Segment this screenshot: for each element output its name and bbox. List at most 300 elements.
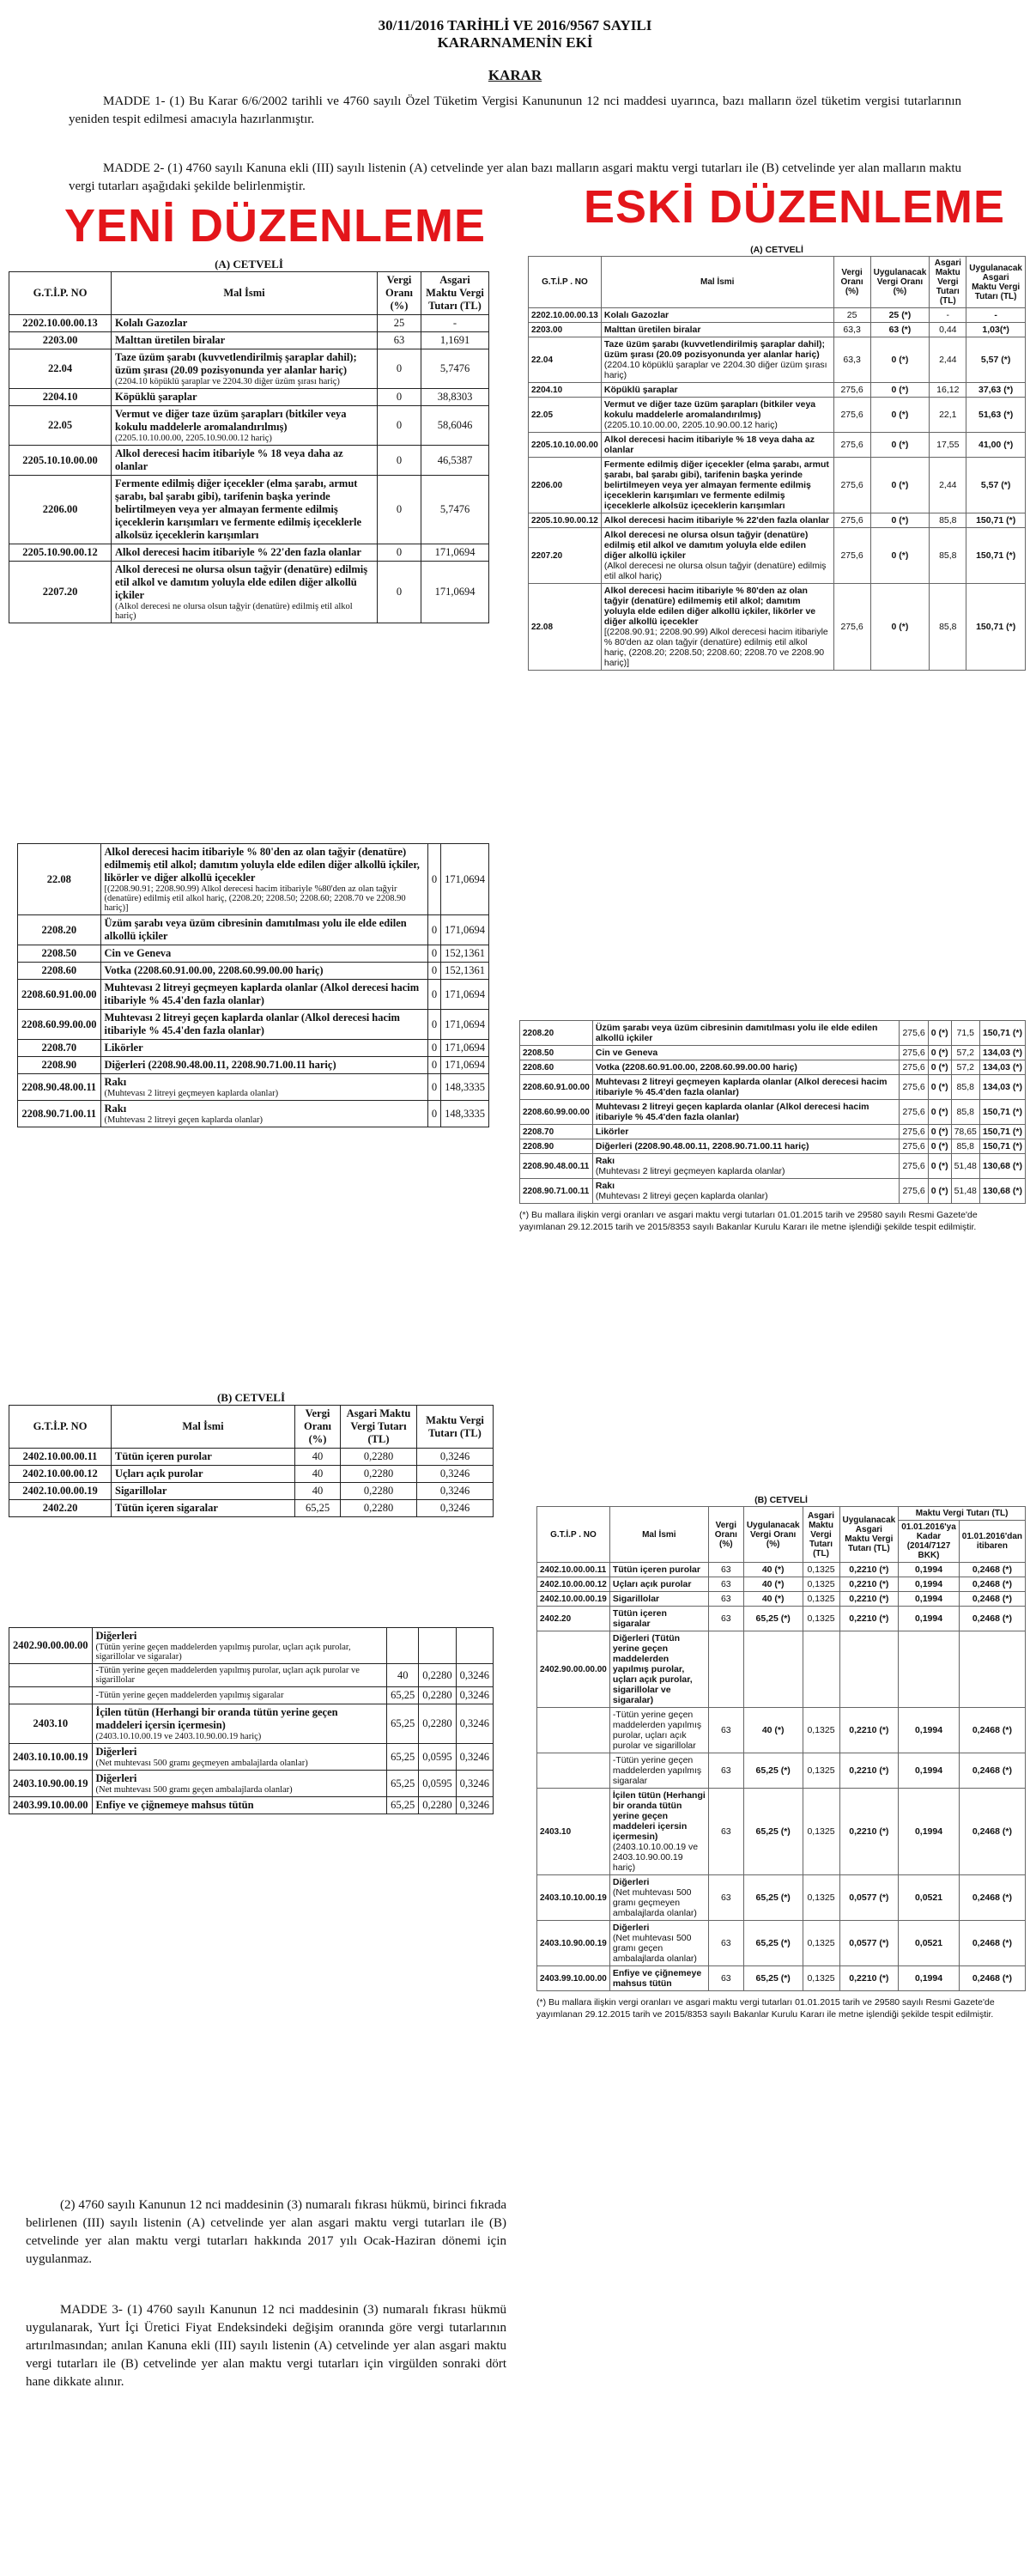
applied-tax-rate: 40 (*) bbox=[743, 1592, 803, 1607]
tax-rate bbox=[387, 1628, 419, 1664]
item-name: Diğerleri bbox=[612, 1877, 650, 1887]
item-note: -Tütün yerine geçen maddelerden yapılmış purolar, uçları açık purolar ve sigarillolar bbox=[612, 1710, 702, 1751]
item-name-cell bbox=[112, 406, 378, 446]
column-header: Asgari Maktu Vergi Tutarı (TL) bbox=[803, 1507, 839, 1563]
tax-rate: 40 bbox=[295, 1449, 341, 1466]
column-header: Asgari Maktu Vergi Tutarı (TL) bbox=[421, 272, 489, 315]
min-specific-tax: 85,8 bbox=[951, 1139, 979, 1154]
tax-rate: 275,6 bbox=[900, 1154, 928, 1179]
table-row bbox=[537, 1966, 1026, 1991]
tax-rate: 275,6 bbox=[833, 584, 870, 671]
gtip-code: 2208.60 bbox=[18, 963, 101, 980]
old-b-caption: (B) CETVELİ bbox=[754, 1495, 808, 1505]
table-row bbox=[529, 433, 1026, 458]
min-specific-tax: 0,1325 bbox=[803, 1592, 839, 1607]
item-note: (2204.10 köpüklü şaraplar ve 2204.30 diğer üzüm şırası hariç) bbox=[115, 377, 340, 386]
table-row bbox=[9, 446, 489, 476]
new-a-table bbox=[9, 271, 489, 623]
gtip-code: 2207.20 bbox=[529, 528, 602, 584]
tax-rate: 25 bbox=[833, 308, 870, 323]
table-row bbox=[520, 1139, 1026, 1154]
applied-min-specific-tax: 134,03 (*) bbox=[979, 1046, 1025, 1060]
item-name: Üzüm şarabı veya üzüm cibresinin damıtılması yolu ile elde edilen alkollü içkiler bbox=[595, 1023, 878, 1043]
specific-tax bbox=[456, 1628, 493, 1664]
table-row bbox=[520, 1060, 1026, 1075]
applied-min-specific-tax: 0,2210 (*) bbox=[839, 1789, 899, 1875]
min-specific-tax: 0,2280 bbox=[419, 1704, 456, 1744]
tax-rate: 275,6 bbox=[833, 513, 870, 528]
table-row bbox=[9, 1466, 494, 1483]
gtip-code: 2208.60.99.00.00 bbox=[18, 1010, 101, 1040]
item-name-cell bbox=[609, 1966, 708, 1991]
column-header: Maktu Vergi Tutarı (TL) bbox=[417, 1406, 494, 1449]
specific-tax-from-2016: 0,2468 (*) bbox=[959, 1966, 1025, 1991]
item-note: (2403.10.10.00.19 ve 2403.10.90.00.19 hariç) bbox=[612, 1842, 699, 1873]
column-header: G.T.İ.P . NO bbox=[529, 257, 602, 308]
min-specific-tax: 152,1361 bbox=[441, 945, 489, 963]
gtip-code: 2208.60.99.00.00 bbox=[520, 1100, 593, 1125]
applied-min-specific-tax: 5,57 (*) bbox=[966, 458, 1026, 513]
table-row bbox=[537, 1631, 1026, 1708]
item-name-cell bbox=[609, 1708, 708, 1753]
tax-rate: 275,6 bbox=[900, 1060, 928, 1075]
table-row bbox=[9, 349, 489, 389]
tax-rate: 40 bbox=[295, 1483, 341, 1500]
table-row bbox=[18, 980, 489, 1010]
specific-tax-until-2016: 0,1994 bbox=[899, 1607, 960, 1631]
applied-tax-rate: 63 (*) bbox=[870, 323, 930, 337]
min-specific-tax: 2,44 bbox=[930, 337, 966, 383]
tax-rate: 0 bbox=[427, 915, 440, 945]
applied-min-specific-tax: 0,2210 (*) bbox=[839, 1753, 899, 1789]
specific-tax-until-2016: 0,1994 bbox=[899, 1708, 960, 1753]
item-name-cell bbox=[601, 308, 833, 323]
gtip-code: 22.08 bbox=[18, 844, 101, 915]
table-row bbox=[18, 1074, 489, 1101]
item-name-cell bbox=[92, 1771, 387, 1797]
table-row bbox=[537, 1607, 1026, 1631]
column-header: Uygulanacak Asgari Maktu Vergi Tutarı (TL) bbox=[839, 1507, 899, 1563]
old-b-footnote: (*) Bu mallara ilişkin vergi oranları ve asgari maktu vergi tutarları 01.01.2015 tarih ve 29580 sayılı Resmi Gazete'de yayımlanan 29.12.2015 tarih ve 2015/8353 sayılı Bakanlar Kurulu Kararı ile metne işlendiği şekilde tespit edilmiştir. bbox=[536, 1997, 995, 2020]
item-name-cell bbox=[601, 528, 833, 584]
table-row bbox=[9, 315, 489, 332]
item-name-cell bbox=[592, 1179, 900, 1204]
madde-1-text: MADDE 1- (1) Bu Karar 6/6/2002 tarihli ve 4760 sayılı Özel Tüketim Vergisi Kanununun 12 nci maddesi uyarınca, bazı malların özel tüketim vergisi tutarlarının yeniden tespit edilmesi amacıyla hazırlanmıştır. bbox=[69, 94, 961, 126]
new-regulation-banner: YENİ DÜZENLEME bbox=[64, 200, 487, 252]
column-header: Uygulanacak Asgari Maktu Vergi Tutarı (TL) bbox=[966, 257, 1026, 308]
tax-rate: 63 bbox=[378, 332, 421, 349]
min-specific-tax: 171,0694 bbox=[441, 1010, 489, 1040]
item-name: Kolalı Gazozlar bbox=[115, 317, 188, 329]
item-name: Fermente edilmiş diğer içecekler (elma şarabı, armut şarabı, bal şarabı gibi), tarifenin başka yerinde belirtilmeyen veya yer almayan fermente edilmiş içeceklerin karışımları ve fermente edilmiş içeceklerle alkolsüz içeceklerin karışımları bbox=[603, 459, 829, 511]
table-row bbox=[18, 915, 489, 945]
gtip-code: 2402.10.00.00.11 bbox=[9, 1449, 112, 1466]
tax-rate: 0 bbox=[427, 1040, 440, 1057]
specific-tax: 0,3246 bbox=[456, 1771, 493, 1797]
item-name: Alkol derecesi ne olursa olsun tağyir (denatüre) edilmiş etil alkol ve damıtım yoluyla elde edilen diğer alkollü içkiler bbox=[115, 563, 368, 601]
item-note: (Alkol derecesi ne olursa olsun tağyir (denatüre) edilmiş etil alkol hariç) bbox=[603, 561, 827, 581]
applied-min-specific-tax: 150,71 (*) bbox=[979, 1139, 1025, 1154]
item-name-cell bbox=[609, 1921, 708, 1966]
item-name: Üzüm şarabı veya üzüm cibresinin damıtılması yolu ile elde edilen alkollü içkiler bbox=[104, 917, 407, 942]
gtip-code: 2202.10.00.00.13 bbox=[9, 315, 112, 332]
gtip-code bbox=[9, 1664, 93, 1687]
item-name: Enfiye ve çiğnemeye mahsus tütün bbox=[95, 1799, 254, 1811]
item-name: Vermut ve diğer taze üzüm şarapları (bitkiler veya kokulu maddelerle aromalandırılmış) bbox=[115, 408, 347, 433]
item-name-cell bbox=[100, 963, 427, 980]
table-row bbox=[9, 544, 489, 562]
item-name: Malttan üretilen biralar bbox=[115, 334, 226, 346]
specific-tax-until-2016: 0,1994 bbox=[899, 1563, 960, 1577]
gtip-code: 2402.10.00.00.12 bbox=[537, 1577, 610, 1592]
gtip-code: 2204.10 bbox=[9, 389, 112, 406]
madde-3-text: MADDE 3- (1) 4760 sayılı Kanunun 12 nci maddesinin (3) numaralı fıkrası hükmü uygulanarak, Yurt İçi Üretici Fiyat Endeksindeki değişim oranında göre vergi tutarlarının artırılmasından; anılan Kanuna ekli (III) sayılı listenin (A) cetvelinde yer alan asgari maktu vergi tutarları ile (B) cetvelinde yer alan maktu vergi tutarları için virgülden sonraki dört hane dikkate alınır. bbox=[26, 2303, 506, 2389]
applied-tax-rate: 0 (*) bbox=[928, 1060, 951, 1075]
item-name-cell bbox=[601, 337, 833, 383]
tax-rate: 275,6 bbox=[833, 528, 870, 584]
applied-min-specific-tax: 5,57 (*) bbox=[966, 337, 1026, 383]
applied-min-specific-tax: 0,0577 (*) bbox=[839, 1875, 899, 1921]
item-name-cell bbox=[609, 1753, 708, 1789]
tax-rate: 63 bbox=[708, 1708, 743, 1753]
min-specific-tax: 85,8 bbox=[930, 513, 966, 528]
specific-tax: 0,3246 bbox=[417, 1483, 494, 1500]
applied-min-specific-tax: 130,68 (*) bbox=[979, 1154, 1025, 1179]
min-specific-tax bbox=[419, 1628, 456, 1664]
old-a-caption: (A) CETVELİ bbox=[750, 245, 803, 255]
specific-tax: 0,3246 bbox=[456, 1687, 493, 1704]
applied-tax-rate: 65,25 (*) bbox=[743, 1966, 803, 1991]
min-specific-tax: 0,2280 bbox=[341, 1500, 417, 1517]
table-row bbox=[9, 1797, 494, 1814]
applied-tax-rate: 0 (*) bbox=[870, 513, 930, 528]
column-header: Asgari Maktu Vergi Tutarı (TL) bbox=[341, 1406, 417, 1449]
applied-min-specific-tax: 41,00 (*) bbox=[966, 433, 1026, 458]
old-a-table bbox=[528, 256, 1026, 671]
tax-rate: 65,25 bbox=[387, 1687, 419, 1704]
min-specific-tax: 0,1325 bbox=[803, 1966, 839, 1991]
item-name: Diğerleri (2208.90.48.00.11, 2208.90.71.00.11 hariç) bbox=[104, 1059, 336, 1071]
min-specific-tax: 0,2280 bbox=[341, 1466, 417, 1483]
item-name: Köpüklü şaraplar bbox=[603, 385, 678, 395]
item-name-cell bbox=[100, 844, 427, 915]
item-name: Sigarillolar bbox=[612, 1594, 660, 1604]
applied-min-specific-tax: 150,71 (*) bbox=[966, 513, 1026, 528]
item-name: Taze üzüm şarabı (kuvvetlendirilmiş şaraplar dahil); üzüm şırası (20.09 pozisyonunda yer alanlar hariç) bbox=[603, 339, 825, 360]
applied-min-specific-tax: 1,03(*) bbox=[966, 323, 1026, 337]
specific-tax: 0,3246 bbox=[417, 1500, 494, 1517]
min-specific-tax: 58,6046 bbox=[421, 406, 489, 446]
table-row bbox=[520, 1046, 1026, 1060]
gtip-code bbox=[9, 1687, 93, 1704]
min-specific-tax: 57,2 bbox=[951, 1060, 979, 1075]
item-name-cell bbox=[112, 544, 378, 562]
table-row bbox=[18, 844, 489, 915]
min-specific-tax: 5,7476 bbox=[421, 349, 489, 389]
tax-rate: 275,6 bbox=[833, 433, 870, 458]
tax-rate: 0 bbox=[427, 1010, 440, 1040]
gtip-code: 2205.10.10.00.00 bbox=[529, 433, 602, 458]
item-name: Rakı bbox=[595, 1156, 615, 1166]
tax-rate: 65,25 bbox=[387, 1744, 419, 1771]
table-row bbox=[9, 1704, 494, 1744]
applied-tax-rate: 0 (*) bbox=[870, 337, 930, 383]
item-name: Likörler bbox=[595, 1127, 629, 1137]
item-name: Tütün içeren purolar bbox=[115, 1450, 212, 1462]
applied-tax-rate: 40 (*) bbox=[743, 1708, 803, 1753]
applied-min-specific-tax: 51,63 (*) bbox=[966, 398, 1026, 433]
item-name: Diğerleri bbox=[612, 1923, 650, 1933]
madde-2-para-2: (2) 4760 sayılı Kanunun 12 nci maddesinin (3) numaralı fıkrası hükmü, birinci fıkrada belirlenen (III) sayılı listenin (A) cetvelinde yer alan asgari maktu vergi tutarları ile (B) cetvelinde yer alan maktu vergi tutarları hakkında 2017 yılı Ocak-Haziran dönemi için uygulanmaz. bbox=[26, 2198, 506, 2266]
min-specific-tax: 85,8 bbox=[930, 584, 966, 671]
min-specific-tax: - bbox=[930, 308, 966, 323]
gtip-code: 2205.10.90.00.12 bbox=[9, 544, 112, 562]
gtip-code: 2206.00 bbox=[529, 458, 602, 513]
item-name: Diğerleri bbox=[95, 1630, 137, 1642]
gtip-code: 2402.20 bbox=[537, 1607, 610, 1631]
new-a-caption: (A) CETVELİ bbox=[215, 258, 283, 270]
min-specific-tax: 85,8 bbox=[951, 1075, 979, 1100]
specific-tax-from-2016: 0,2468 (*) bbox=[959, 1592, 1025, 1607]
item-name-cell bbox=[100, 915, 427, 945]
tax-rate: 65,25 bbox=[387, 1797, 419, 1814]
table-row bbox=[529, 458, 1026, 513]
gtip-code: 2403.10.90.00.19 bbox=[537, 1921, 610, 1966]
header-row bbox=[529, 257, 1026, 308]
item-name: Kolalı Gazozlar bbox=[603, 310, 670, 320]
new-a2-table-container bbox=[17, 843, 489, 1127]
applied-min-specific-tax: 0,2210 (*) bbox=[839, 1577, 899, 1592]
applied-tax-rate: 0 (*) bbox=[928, 1021, 951, 1046]
item-name: Enfiye ve çiğnemeye mahsus tütün bbox=[612, 1968, 702, 1989]
gtip-code: 22.08 bbox=[529, 584, 602, 671]
specific-tax-from-2016: 0,2468 (*) bbox=[959, 1921, 1025, 1966]
gtip-code: 2205.10.90.00.12 bbox=[529, 513, 602, 528]
applied-min-specific-tax: 130,68 (*) bbox=[979, 1179, 1025, 1204]
specific-tax-until-2016: 0,0521 bbox=[899, 1921, 960, 1966]
item-note: (Muhtevası 2 litreyi geçmeyen kaplarda olanlar) bbox=[104, 1089, 279, 1098]
applied-min-specific-tax: 134,03 (*) bbox=[979, 1075, 1025, 1100]
item-note: (Tütün yerine geçen maddelerden yapılmış purolar, uçları açık purolar, sigarillolar ve sigaralar) bbox=[95, 1643, 351, 1662]
column-header: Vergi Oranı (%) bbox=[708, 1507, 743, 1563]
applied-tax-rate: 0 (*) bbox=[870, 458, 930, 513]
item-name-cell bbox=[112, 1483, 295, 1500]
specific-tax-from-2016 bbox=[959, 1631, 1025, 1708]
table-row bbox=[537, 1563, 1026, 1577]
item-note: -Tütün yerine geçen maddelerden yapılmış sigaralar bbox=[612, 1755, 702, 1786]
min-specific-tax: 0,1325 bbox=[803, 1607, 839, 1631]
item-name: Tütün içeren purolar bbox=[612, 1564, 700, 1575]
gtip-code: 2208.50 bbox=[520, 1046, 593, 1060]
min-specific-tax: 171,0694 bbox=[421, 562, 489, 623]
tax-rate: 0 bbox=[378, 544, 421, 562]
item-name: Alkol derecesi hacim itibariyle % 80'den az olan tağyir (denatüre) edilmemiş etil alkol; damıtım yoluyla elde edilen diğer alkollü içkiler, likörler ve diğer alkollü içecekler bbox=[104, 846, 420, 884]
old-b-table bbox=[536, 1506, 1026, 1991]
gtip-code: 2208.70 bbox=[18, 1040, 101, 1057]
tax-rate: 275,6 bbox=[900, 1100, 928, 1125]
item-name-cell bbox=[601, 398, 833, 433]
tax-rate: 63 bbox=[708, 1875, 743, 1921]
applied-min-specific-tax: 150,71 (*) bbox=[979, 1100, 1025, 1125]
new-b-caption: (B) CETVELİ bbox=[216, 1391, 286, 1404]
applied-tax-rate: 40 (*) bbox=[743, 1577, 803, 1592]
item-name-cell bbox=[592, 1139, 900, 1154]
item-note: (Net muhtevası 500 gramı geçen ambalajlarda olanlar) bbox=[95, 1785, 293, 1795]
item-name: İçilen tütün (Herhangi bir oranda tütün yerine geçen maddeleri içersin içermesin) bbox=[612, 1790, 706, 1842]
item-name-cell bbox=[92, 1664, 387, 1687]
item-name: Diğerleri (2208.90.48.00.11, 2208.90.71.00.11 hariç) bbox=[595, 1141, 809, 1151]
tax-rate: 275,6 bbox=[833, 458, 870, 513]
applied-tax-rate: 65,25 (*) bbox=[743, 1789, 803, 1875]
gtip-code: 2208.60.91.00.00 bbox=[18, 980, 101, 1010]
tax-rate: 0 bbox=[427, 1101, 440, 1127]
item-name-cell bbox=[592, 1046, 900, 1060]
item-name-cell bbox=[609, 1592, 708, 1607]
tax-rate: 275,6 bbox=[900, 1046, 928, 1060]
min-specific-tax: 85,8 bbox=[951, 1100, 979, 1125]
table-row bbox=[529, 337, 1026, 383]
min-specific-tax: 1,1691 bbox=[421, 332, 489, 349]
gtip-code: 2403.10 bbox=[537, 1789, 610, 1875]
column-header: Vergi Oranı (%) bbox=[295, 1406, 341, 1449]
min-specific-tax: 0,2280 bbox=[341, 1483, 417, 1500]
min-specific-tax: 152,1361 bbox=[441, 963, 489, 980]
gtip-code bbox=[537, 1708, 610, 1753]
gtip-code: 22.05 bbox=[9, 406, 112, 446]
gtip-code: 2203.00 bbox=[529, 323, 602, 337]
item-name: Alkol derecesi hacim itibariyle % 22'den fazla olanlar bbox=[603, 515, 830, 526]
min-specific-tax: 0,2280 bbox=[419, 1687, 456, 1704]
specific-tax-until-2016: 0,1994 bbox=[899, 1966, 960, 1991]
min-specific-tax: 171,0694 bbox=[441, 915, 489, 945]
item-name: Diğerleri (Tütün yerine geçen maddelerden yapılmış purolar, uçları açık purolar, sigarillolar ve sigaralar) bbox=[612, 1633, 693, 1705]
item-name-cell bbox=[609, 1875, 708, 1921]
gtip-code: 2403.10.10.00.19 bbox=[9, 1744, 93, 1771]
table-row bbox=[18, 1040, 489, 1057]
table-row bbox=[520, 1021, 1026, 1046]
tax-rate: 275,6 bbox=[900, 1139, 928, 1154]
table-row bbox=[537, 1753, 1026, 1789]
old-a-table-container bbox=[528, 244, 1026, 671]
item-name: Fermente edilmiş diğer içecekler (elma şarabı, armut şarabı, bal şarabı gibi), tarifenin başka yerinde belirtilmeyen veya yer almayan fermente edilmiş içeceklerin karışımları ve fermente edilmiş içeceklerle alkolsüz içeceklerin karışımları bbox=[115, 477, 362, 541]
table-row bbox=[537, 1921, 1026, 1966]
gtip-code: 2208.20 bbox=[520, 1021, 593, 1046]
item-name: Muhtevası 2 litreyi geçmeyen kaplarda olanlar (Alkol derecesi hacim itibariyle % 45.4'den fazla olanlar) bbox=[104, 981, 420, 1006]
table-row bbox=[18, 1057, 489, 1074]
item-name-cell bbox=[601, 584, 833, 671]
table-row bbox=[9, 1483, 494, 1500]
item-name-cell bbox=[609, 1563, 708, 1577]
applied-tax-rate: 0 (*) bbox=[870, 398, 930, 433]
item-name-cell bbox=[609, 1577, 708, 1592]
gtip-code: 2208.90.48.00.11 bbox=[18, 1074, 101, 1101]
applied-tax-rate: 0 (*) bbox=[928, 1139, 951, 1154]
table-row bbox=[537, 1577, 1026, 1592]
table-row bbox=[18, 945, 489, 963]
applied-min-specific-tax: 0,2210 (*) bbox=[839, 1708, 899, 1753]
item-name: Rakı bbox=[595, 1181, 615, 1191]
min-specific-tax: 171,0694 bbox=[421, 544, 489, 562]
tax-rate: 40 bbox=[387, 1664, 419, 1687]
tax-rate: 275,6 bbox=[900, 1021, 928, 1046]
gtip-code: 2402.10.00.00.12 bbox=[9, 1466, 112, 1483]
min-specific-tax: 171,0694 bbox=[441, 980, 489, 1010]
table-row bbox=[18, 1010, 489, 1040]
specific-tax: 0,3246 bbox=[456, 1797, 493, 1814]
table-row bbox=[9, 332, 489, 349]
new-b-table-container bbox=[9, 1391, 494, 1517]
specific-tax: 0,3246 bbox=[417, 1466, 494, 1483]
item-name-cell bbox=[100, 945, 427, 963]
item-name-cell bbox=[92, 1628, 387, 1664]
min-specific-tax: 0,1325 bbox=[803, 1708, 839, 1753]
item-name-cell bbox=[92, 1797, 387, 1814]
item-name-cell bbox=[112, 476, 378, 544]
specific-tax: 0,3246 bbox=[456, 1664, 493, 1687]
tax-rate: 0 bbox=[378, 389, 421, 406]
column-header: Vergi Oranı (%) bbox=[833, 257, 870, 308]
applied-tax-rate: 65,25 (*) bbox=[743, 1875, 803, 1921]
applied-tax-rate: 65,25 (*) bbox=[743, 1921, 803, 1966]
specific-tax-from-2016: 0,2468 (*) bbox=[959, 1607, 1025, 1631]
item-name: Tütün içeren sigaralar bbox=[115, 1502, 218, 1514]
item-name: Diğerleri bbox=[95, 1746, 137, 1758]
gtip-code: 2208.60 bbox=[520, 1060, 593, 1075]
specific-tax-until-2016: 0,1994 bbox=[899, 1577, 960, 1592]
header-row bbox=[9, 272, 489, 315]
gtip-code: 2402.10.00.00.19 bbox=[537, 1592, 610, 1607]
tax-rate: 275,6 bbox=[833, 383, 870, 398]
specific-tax: 0,3246 bbox=[417, 1449, 494, 1466]
document-header-line1: 30/11/2016 TARİHLİ VE 2016/9567 SAYILI bbox=[378, 17, 652, 33]
specific-tax-until-2016 bbox=[899, 1631, 960, 1708]
item-name-cell bbox=[592, 1021, 900, 1046]
applied-tax-rate: 0 (*) bbox=[870, 528, 930, 584]
applied-tax-rate: 0 (*) bbox=[870, 584, 930, 671]
tax-rate: 63 bbox=[708, 1789, 743, 1875]
table-row bbox=[520, 1154, 1026, 1179]
specific-tax-until-2016: 0,1994 bbox=[899, 1789, 960, 1875]
tax-rate: 275,6 bbox=[900, 1125, 928, 1139]
min-specific-tax: 0,0595 bbox=[419, 1771, 456, 1797]
specific-tax: 0,3246 bbox=[456, 1744, 493, 1771]
item-name: Alkol derecesi ne olursa olsun tağyir (denatüre) edilmiş etil alkol ve damıtım yoluyla elde edilen diğer alkollü içkiler bbox=[603, 530, 809, 561]
item-note: (Muhtevası 2 litreyi geçen kaplarda olanlar) bbox=[595, 1191, 768, 1201]
table-row bbox=[537, 1789, 1026, 1875]
column-header: Asgari Maktu Vergi Tutarı (TL) bbox=[930, 257, 966, 308]
min-specific-tax: 2,44 bbox=[930, 458, 966, 513]
applied-tax-rate: 25 (*) bbox=[870, 308, 930, 323]
item-name: Malttan üretilen biralar bbox=[603, 325, 701, 335]
gtip-code: 2403.10.90.00.19 bbox=[9, 1771, 93, 1797]
table-row bbox=[9, 1664, 494, 1687]
table-row bbox=[9, 562, 489, 623]
tax-rate: 0 bbox=[378, 406, 421, 446]
min-specific-tax: - bbox=[421, 315, 489, 332]
table-row bbox=[520, 1179, 1026, 1204]
gtip-code: 2403.99.10.00.00 bbox=[9, 1797, 93, 1814]
new-b2-table-container bbox=[9, 1627, 494, 1814]
gtip-code: 2208.90 bbox=[520, 1139, 593, 1154]
item-name: Sigarillolar bbox=[115, 1485, 167, 1497]
gtip-code: 2208.70 bbox=[520, 1125, 593, 1139]
min-specific-tax: 148,3335 bbox=[441, 1101, 489, 1127]
applied-tax-rate: 65,25 (*) bbox=[743, 1607, 803, 1631]
specific-tax-until-2016: 0,0521 bbox=[899, 1875, 960, 1921]
item-note: (2403.10.10.00.19 ve 2403.10.90.00.19 hariç) bbox=[95, 1732, 262, 1741]
item-name-cell bbox=[601, 513, 833, 528]
item-name: Alkol derecesi hacim itibariyle % 80'den az olan tağyir (denatüre) edilmemiş etil alkol; damıtım yoluyla elde edilen diğer alkollü içkiler, likörler ve diğer alkollü içecekler bbox=[603, 586, 816, 627]
